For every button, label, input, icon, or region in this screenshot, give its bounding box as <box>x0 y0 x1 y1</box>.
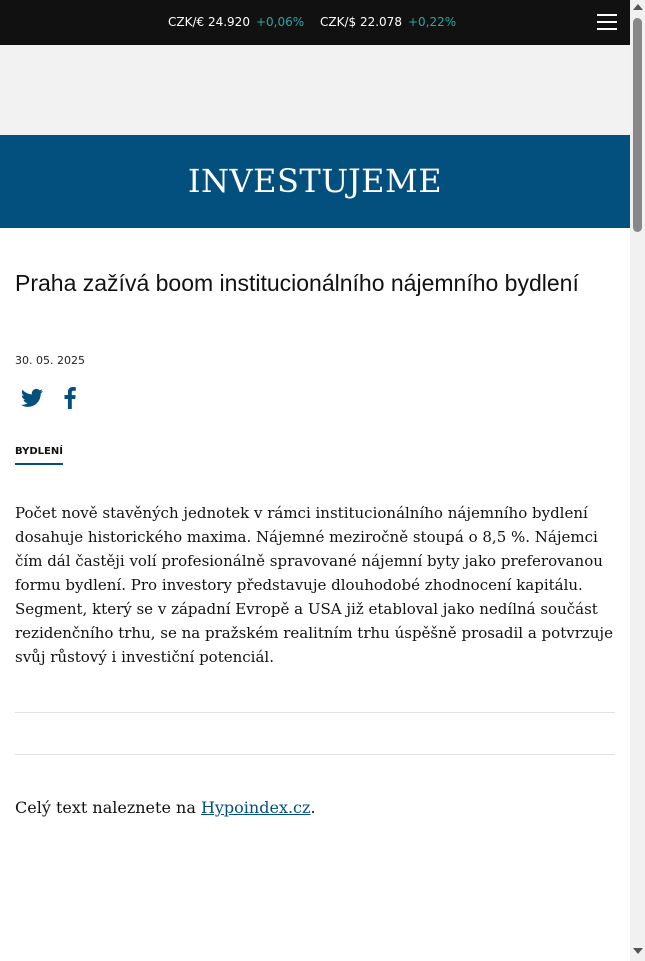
top-bar <box>0 0 630 45</box>
divider <box>15 712 615 713</box>
article-date: 30. 05. 2025 <box>15 354 85 367</box>
site-logo[interactable]: INVESTUJEME <box>187 162 443 200</box>
category-tag[interactable]: BYDLENÍ <box>15 446 63 465</box>
ticker-eur <box>168 15 304 29</box>
ticker-eur-value: CZK/€ 24.920 <box>168 15 250 29</box>
ticker-eur-change: +0,06% <box>255 15 305 29</box>
source-suffix: . <box>310 798 316 817</box>
scroll-down-arrow-icon[interactable] <box>633 948 643 954</box>
ticker-usd-change: +0,22% <box>407 15 457 29</box>
article-perex: Počet nově stavěných jednotek v rámci institucionálního nájemního bydlení dosahuje historického maxima. Nájemné meziročně stoupá o 8,5 %. Nájemci čím dál častěji volí profesionálně spravované nájemní byty jako preferovanou formu bydlení. Pro investory představuje dlouhodobé zhodnocení kapitálu. Segment, který se v západní Evropě a USA již etabloval jako nedílná součást rezidenčního trhu, se na pražském realitním trhu úspěšně prosadil a potvrzuje svůj růstový i investiční potenciál. <box>15 504 613 666</box>
article-title: Praha zažívá boom institucionálního nájemního bydlení <box>15 270 579 296</box>
scrollbar[interactable] <box>630 0 645 961</box>
hamburger-menu-icon[interactable] <box>597 14 617 31</box>
ticker-usd-value: CZK/$ 22.078 <box>320 15 402 29</box>
source-link[interactable]: Hypoindex.cz <box>200 798 311 817</box>
scroll-up-arrow-icon[interactable] <box>633 4 643 10</box>
twitter-icon[interactable] <box>21 388 43 408</box>
ad-space <box>0 45 630 135</box>
facebook-icon[interactable] <box>63 387 77 409</box>
source-prefix: Celý text naleznete na <box>15 798 201 817</box>
ticker-usd <box>320 15 456 29</box>
source-note <box>15 796 316 820</box>
scrollbar-thumb[interactable] <box>633 18 642 232</box>
divider <box>15 754 615 755</box>
